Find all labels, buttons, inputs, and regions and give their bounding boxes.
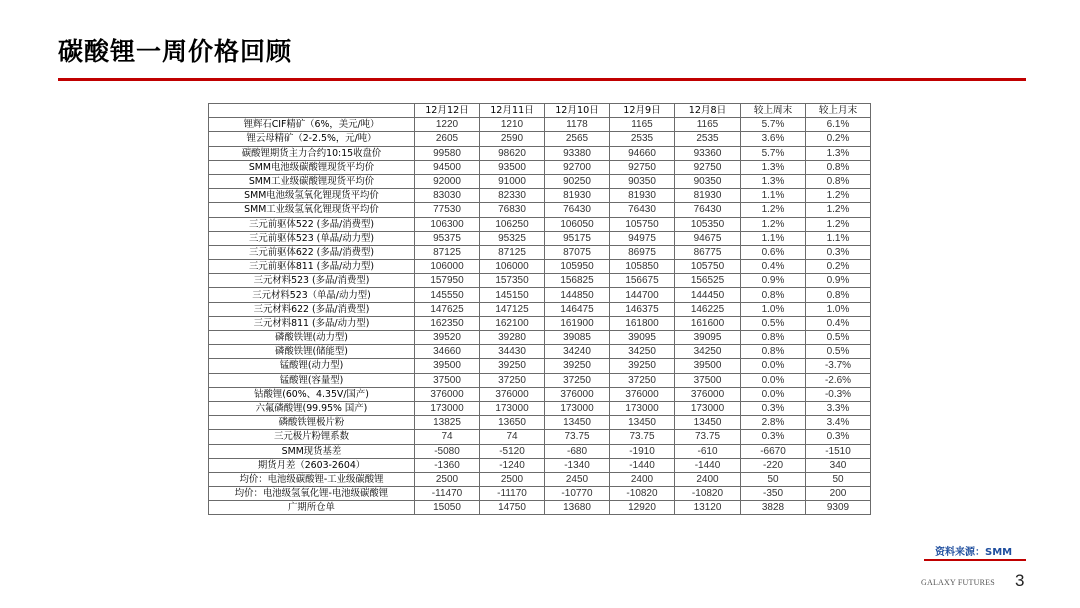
table-row [209, 245, 871, 259]
value-cell: 9309 [806, 501, 871, 515]
table-row [209, 302, 871, 316]
value-cell: 156825 [545, 274, 610, 288]
value-cell: 92000 [415, 174, 480, 188]
row-label-cell: 钴酸锂(60%、4.35V/国产) [209, 387, 415, 401]
value-cell: 2400 [675, 472, 741, 486]
value-cell: 1220 [415, 118, 480, 132]
value-cell: 376000 [675, 387, 741, 401]
value-cell: -10820 [610, 487, 675, 501]
value-cell: 173000 [480, 401, 545, 415]
value-cell: 39500 [415, 359, 480, 373]
value-cell: 376000 [480, 387, 545, 401]
value-cell: 76430 [675, 203, 741, 217]
value-cell: 74 [480, 430, 545, 444]
value-cell: 87125 [480, 245, 545, 259]
row-label-cell: 磷酸铁锂极片粉 [209, 416, 415, 430]
value-cell: 0.8% [806, 174, 871, 188]
data-source-note: 资料来源：SMM [935, 547, 1013, 558]
value-cell: 13120 [675, 501, 741, 515]
value-cell: -5080 [415, 444, 480, 458]
value-cell: 161900 [545, 316, 610, 330]
value-cell: 1165 [675, 118, 741, 132]
value-cell: 92750 [675, 160, 741, 174]
value-cell: 3.3% [806, 401, 871, 415]
value-cell: 1.2% [806, 189, 871, 203]
table-row [209, 316, 871, 330]
value-cell: 39280 [480, 331, 545, 345]
header-cell: 12月12日 [415, 104, 480, 118]
value-cell: 39085 [545, 331, 610, 345]
value-cell: 2500 [480, 472, 545, 486]
header-cell: 12月9日 [610, 104, 675, 118]
value-cell: 13680 [545, 501, 610, 515]
table-row [209, 260, 871, 274]
value-cell: 92700 [545, 160, 610, 174]
value-cell: 2500 [415, 472, 480, 486]
table-row [209, 487, 871, 501]
value-cell: 144850 [545, 288, 610, 302]
source-underline [924, 559, 1026, 561]
value-cell: 39250 [545, 359, 610, 373]
value-cell: 77530 [415, 203, 480, 217]
row-label-cell: 均价：电池级氢氧化锂-电池级碳酸锂 [209, 487, 415, 501]
table-row [209, 160, 871, 174]
value-cell: 106300 [415, 217, 480, 231]
value-cell: 39095 [610, 331, 675, 345]
header-cell: 12月11日 [480, 104, 545, 118]
slide-title: 碳酸锂一周价格回顾 [58, 37, 293, 66]
value-cell: 34660 [415, 345, 480, 359]
value-cell: 0.8% [741, 331, 806, 345]
table-row [209, 458, 871, 472]
value-cell: 93380 [545, 146, 610, 160]
value-cell: 73.75 [675, 430, 741, 444]
value-cell: -1910 [610, 444, 675, 458]
row-label-cell: 三元前驱体622 (多晶/消费型) [209, 245, 415, 259]
value-cell: 1.0% [741, 302, 806, 316]
value-cell: 93360 [675, 146, 741, 160]
row-label-cell: 三元材料811 (多晶/动力型) [209, 316, 415, 330]
value-cell: -1240 [480, 458, 545, 472]
header-cell: 12月10日 [545, 104, 610, 118]
value-cell: 91000 [480, 174, 545, 188]
table-row [209, 359, 871, 373]
row-label-cell: 磷酸铁锂(动力型) [209, 331, 415, 345]
value-cell: 144700 [610, 288, 675, 302]
value-cell: -1360 [415, 458, 480, 472]
value-cell: 76430 [610, 203, 675, 217]
table-row [209, 231, 871, 245]
value-cell: -680 [545, 444, 610, 458]
value-cell: -1440 [675, 458, 741, 472]
title-underline [58, 78, 1026, 81]
table-row [209, 472, 871, 486]
value-cell: 0.5% [741, 316, 806, 330]
value-cell: -3.7% [806, 359, 871, 373]
value-cell: 2590 [480, 132, 545, 146]
value-cell: 73.75 [610, 430, 675, 444]
value-cell: 3.6% [741, 132, 806, 146]
value-cell: 73.75 [545, 430, 610, 444]
value-cell: 376000 [545, 387, 610, 401]
value-cell: 157350 [480, 274, 545, 288]
value-cell: 0.9% [806, 274, 871, 288]
value-cell: 94675 [675, 231, 741, 245]
value-cell: -11470 [415, 487, 480, 501]
table-row [209, 331, 871, 345]
header-row [209, 104, 871, 118]
value-cell: -10820 [675, 487, 741, 501]
value-cell: 0.3% [806, 430, 871, 444]
value-cell: 39500 [675, 359, 741, 373]
value-cell: 39250 [480, 359, 545, 373]
value-cell: 39250 [610, 359, 675, 373]
value-cell: 2605 [415, 132, 480, 146]
value-cell: 2535 [675, 132, 741, 146]
value-cell: 87125 [415, 245, 480, 259]
row-label-cell: 三元前驱体811 (多晶/动力型) [209, 260, 415, 274]
value-cell: 50 [741, 472, 806, 486]
row-label-cell: 碳酸锂期货主力合约10:15收盘价 [209, 146, 415, 160]
value-cell: 0.0% [741, 387, 806, 401]
value-cell: 1.2% [806, 203, 871, 217]
table-row [209, 416, 871, 430]
value-cell: 376000 [610, 387, 675, 401]
value-cell: 82330 [480, 189, 545, 203]
value-cell: 81930 [610, 189, 675, 203]
value-cell: 1165 [610, 118, 675, 132]
row-label-cell: SMM工业级碳酸锂现货平均价 [209, 174, 415, 188]
value-cell: -1340 [545, 458, 610, 472]
value-cell: -6670 [741, 444, 806, 458]
header-cell: 较上周末 [741, 104, 806, 118]
value-cell: 37500 [675, 373, 741, 387]
value-cell: -1510 [806, 444, 871, 458]
value-cell: 81930 [675, 189, 741, 203]
value-cell: 106050 [545, 217, 610, 231]
row-label-cell: 广期所仓单 [209, 501, 415, 515]
value-cell: 105750 [675, 260, 741, 274]
value-cell: -5120 [480, 444, 545, 458]
price-table [208, 103, 871, 515]
value-cell: 0.9% [741, 274, 806, 288]
table-row [209, 118, 871, 132]
value-cell: 2450 [545, 472, 610, 486]
value-cell: 13450 [610, 416, 675, 430]
row-label-cell: 三元材料622 (多晶/消费型) [209, 302, 415, 316]
table-row [209, 288, 871, 302]
value-cell: -0.3% [806, 387, 871, 401]
value-cell: 1.3% [806, 146, 871, 160]
value-cell: 173000 [675, 401, 741, 415]
value-cell: 106000 [415, 260, 480, 274]
value-cell: 0.2% [806, 260, 871, 274]
value-cell: 1.1% [741, 189, 806, 203]
header-cell: 12月8日 [675, 104, 741, 118]
value-cell: 12920 [610, 501, 675, 515]
value-cell: 74 [415, 430, 480, 444]
table-header [209, 104, 871, 118]
value-cell: 90250 [545, 174, 610, 188]
value-cell: 1.2% [741, 203, 806, 217]
value-cell: 0.3% [806, 245, 871, 259]
value-cell: 161800 [610, 316, 675, 330]
value-cell: 13825 [415, 416, 480, 430]
row-label-cell: 三元极片粉锂系数 [209, 430, 415, 444]
value-cell: -10770 [545, 487, 610, 501]
value-cell: 0.3% [741, 430, 806, 444]
row-label-cell: SMM工业级氢氧化锂现货平均价 [209, 203, 415, 217]
value-cell: 15050 [415, 501, 480, 515]
table-row [209, 174, 871, 188]
value-cell: 90350 [610, 174, 675, 188]
table-row [209, 444, 871, 458]
value-cell: 0.0% [741, 373, 806, 387]
table-row [209, 274, 871, 288]
value-cell: 95175 [545, 231, 610, 245]
value-cell: 13450 [545, 416, 610, 430]
row-label-cell: 六氟磷酸锂(99.95% 国产) [209, 401, 415, 415]
value-cell: 0.4% [741, 260, 806, 274]
value-cell: 0.0% [741, 359, 806, 373]
value-cell: 0.3% [741, 401, 806, 415]
value-cell: 1210 [480, 118, 545, 132]
value-cell: 0.4% [806, 316, 871, 330]
value-cell: -11170 [480, 487, 545, 501]
value-cell: 200 [806, 487, 871, 501]
value-cell: 0.8% [806, 288, 871, 302]
table-row [209, 203, 871, 217]
value-cell: 95375 [415, 231, 480, 245]
value-cell: 86975 [610, 245, 675, 259]
value-cell: 14750 [480, 501, 545, 515]
value-cell: -1440 [610, 458, 675, 472]
value-cell: 105950 [545, 260, 610, 274]
value-cell: 2535 [610, 132, 675, 146]
value-cell: 92750 [610, 160, 675, 174]
value-cell: -2.6% [806, 373, 871, 387]
row-label-cell: 磷酸铁锂(储能型) [209, 345, 415, 359]
value-cell: 3.4% [806, 416, 871, 430]
value-cell: 95325 [480, 231, 545, 245]
value-cell: 0.6% [741, 245, 806, 259]
row-label-cell: 锂云母精矿（2-2.5%，元/吨） [209, 132, 415, 146]
value-cell: 13650 [480, 416, 545, 430]
value-cell: 0.5% [806, 331, 871, 345]
value-cell: 2565 [545, 132, 610, 146]
value-cell: 106000 [480, 260, 545, 274]
value-cell: 0.5% [806, 345, 871, 359]
value-cell: 147125 [480, 302, 545, 316]
table-row [209, 373, 871, 387]
value-cell: 1.2% [741, 217, 806, 231]
value-cell: 99580 [415, 146, 480, 160]
value-cell: 2.8% [741, 416, 806, 430]
value-cell: 94500 [415, 160, 480, 174]
row-label-cell: 三元前驱体522 (多晶/消费型) [209, 217, 415, 231]
value-cell: 83030 [415, 189, 480, 203]
value-cell: 13450 [675, 416, 741, 430]
value-cell: 146225 [675, 302, 741, 316]
value-cell: -220 [741, 458, 806, 472]
value-cell: 173000 [545, 401, 610, 415]
company-name: GALAXY FUTURES [921, 578, 995, 587]
table-row [209, 501, 871, 515]
value-cell: 376000 [415, 387, 480, 401]
value-cell: 81930 [545, 189, 610, 203]
value-cell: 3828 [741, 501, 806, 515]
table-row [209, 430, 871, 444]
value-cell: 5.7% [741, 146, 806, 160]
value-cell: 34240 [545, 345, 610, 359]
table-row [209, 217, 871, 231]
value-cell: 340 [806, 458, 871, 472]
table-row [209, 387, 871, 401]
value-cell: 145150 [480, 288, 545, 302]
value-cell: 34250 [675, 345, 741, 359]
row-label-cell: 三元材料523 (多晶/消费型) [209, 274, 415, 288]
value-cell: 156525 [675, 274, 741, 288]
table-row [209, 146, 871, 160]
value-cell: 1.3% [741, 160, 806, 174]
table-body [209, 118, 871, 515]
value-cell: 76830 [480, 203, 545, 217]
value-cell: 157950 [415, 274, 480, 288]
value-cell: 86775 [675, 245, 741, 259]
row-label-cell: 期货月差（2603-2604） [209, 458, 415, 472]
value-cell: 0.8% [741, 345, 806, 359]
value-cell: 37500 [415, 373, 480, 387]
value-cell: 39095 [675, 331, 741, 345]
table-row [209, 132, 871, 146]
row-label-cell: 锰酸锂(容量型) [209, 373, 415, 387]
value-cell: 162100 [480, 316, 545, 330]
value-cell: 146475 [545, 302, 610, 316]
value-cell: 1.0% [806, 302, 871, 316]
value-cell: 156675 [610, 274, 675, 288]
value-cell: 173000 [610, 401, 675, 415]
value-cell: 162350 [415, 316, 480, 330]
row-label-cell: SMM电池级碳酸锂现货平均价 [209, 160, 415, 174]
value-cell: 147625 [415, 302, 480, 316]
value-cell: 105850 [610, 260, 675, 274]
price-table-container [208, 103, 871, 515]
value-cell: -610 [675, 444, 741, 458]
value-cell: 90350 [675, 174, 741, 188]
value-cell: 94660 [610, 146, 675, 160]
value-cell: 39520 [415, 331, 480, 345]
header-cell: 较上月末 [806, 104, 871, 118]
row-label-cell: 三元材料523（单晶/动力型) [209, 288, 415, 302]
value-cell: 0.8% [741, 288, 806, 302]
value-cell: 1.2% [806, 217, 871, 231]
row-label-cell: SMM电池级氢氧化锂现货平均价 [209, 189, 415, 203]
value-cell: 37250 [545, 373, 610, 387]
row-label-cell: 均价：电池级碳酸锂-工业级碳酸锂 [209, 472, 415, 486]
value-cell: 1.3% [741, 174, 806, 188]
value-cell: 93500 [480, 160, 545, 174]
value-cell: 145550 [415, 288, 480, 302]
row-label-cell: 三元前驱体523 (单晶/动力型) [209, 231, 415, 245]
value-cell: 5.7% [741, 118, 806, 132]
value-cell: 0.2% [806, 132, 871, 146]
value-cell: 37250 [610, 373, 675, 387]
value-cell: 105750 [610, 217, 675, 231]
value-cell: 1178 [545, 118, 610, 132]
value-cell: 98620 [480, 146, 545, 160]
row-label-cell: 锰酸锂(动力型) [209, 359, 415, 373]
value-cell: -350 [741, 487, 806, 501]
value-cell: 146375 [610, 302, 675, 316]
value-cell: 87075 [545, 245, 610, 259]
row-label-cell: SMM现货基差 [209, 444, 415, 458]
value-cell: 0.8% [806, 160, 871, 174]
value-cell: 105350 [675, 217, 741, 231]
value-cell: 50 [806, 472, 871, 486]
table-row [209, 189, 871, 203]
value-cell: 1.1% [806, 231, 871, 245]
value-cell: 2400 [610, 472, 675, 486]
value-cell: 173000 [415, 401, 480, 415]
value-cell: 94975 [610, 231, 675, 245]
value-cell: 1.1% [741, 231, 806, 245]
value-cell: 144450 [675, 288, 741, 302]
header-corner-cell [209, 104, 415, 118]
row-label-cell: 锂辉石CIF精矿（6%，美元/吨） [209, 118, 415, 132]
value-cell: 6.1% [806, 118, 871, 132]
value-cell: 76430 [545, 203, 610, 217]
value-cell: 37250 [480, 373, 545, 387]
value-cell: 106250 [480, 217, 545, 231]
page-number: 3 [1015, 571, 1025, 590]
value-cell: 34430 [480, 345, 545, 359]
value-cell: 34250 [610, 345, 675, 359]
value-cell: 161600 [675, 316, 741, 330]
table-row [209, 345, 871, 359]
table-row [209, 401, 871, 415]
